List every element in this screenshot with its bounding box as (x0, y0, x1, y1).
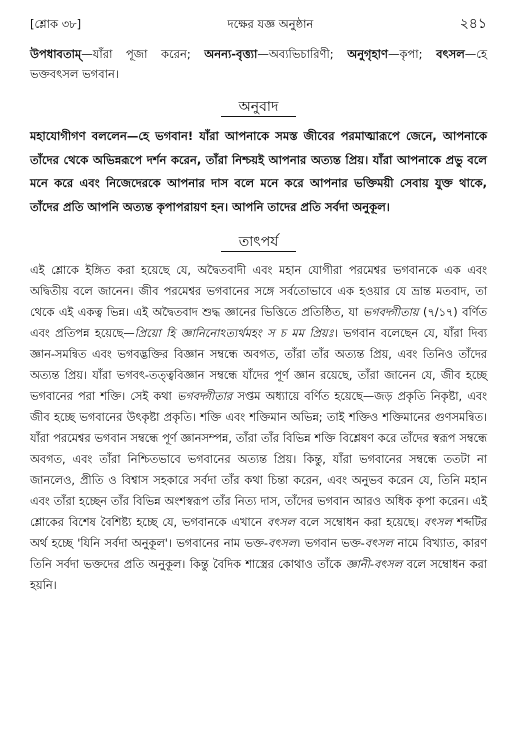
synonym-term: উপধাবতাম্ (30, 47, 82, 61)
synonym-meaning: —যাঁরা পূজা করেন; (81, 47, 205, 61)
purport-segment: সপ্তম অধ্যায়ে বর্ণিত হয়েছে—জড় প্রকৃতি নিকৃষ্টা, এবং জীব হচ্ছে ভগবানের উৎকৃষ্টা প্রকৃতি। শক্তি এবং শক্তিমান অভিন্ন; তাই শক্তিও শক্তিমানের গুণসমন্বিত। যাঁরা পরমেশ্বর ভগবান সম্বন্ধে পূর্ণ জ্ঞানসম্পন্ন, তাঁরা তাঁর বিভিন্ন শক্তি বিশ্লেষণ করে তাঁদের স্বরূপ সম্বন্ধে অবগত, এবং তাঁরা নিশ্চিতভাবে ভগবানের অত্যন্ত প্রিয়। কিন্তু, যাঁরা ভগবানের সম্বন্ধে ততটা না জানলেও, প্রীতি ও বিশ্বাস সহকারে সর্বদা তাঁর কথা চিন্তা করেন, এবং অনুভব করেন যে, তিনি মহান এবং তাঁরা হচ্ছেন তাঁর বিভিন্ন অংশস্বরূপ তাঁর নিত্য দাস, তাঁদের ভগবান আরও অধিক কৃপা করেন। এই শ্লোকের বিশেষ বৈশিষ্ট্য হচ্ছে যে, ভগবানকে এখানে (30, 390, 487, 529)
page-body (30, 44, 487, 596)
page-number: ২৪১ (459, 16, 487, 32)
synonym-meaning: —অব্যভিচারিণী; (257, 47, 348, 61)
translation-heading (30, 98, 487, 117)
synonym-term: অনন্য-বৃত্ত্যা (204, 47, 258, 61)
synonym-term: বৎসল (436, 47, 465, 61)
purport-italic: জ্ঞানী-বৎসল (345, 558, 403, 571)
page-header (30, 12, 487, 36)
synonym-meaning: —কৃপা; (387, 47, 437, 61)
translation-text: মহাযোগীগণ বললেন—হে ভগবান! যাঁরা আপনাকে সমস্ত জীবের পরমাত্মারূপে জেনে, আপনাকে তাঁদের থেকে অভিন্নরূপে দর্শন করেন, তাঁরা নিশ্চয়ই আপনার অত্যন্ত প্রিয়। যাঁরা আপনাকে প্রভু বলে মনে করে এবং নিজেদেরকে আপনার দাস বলে মনে করে আপনার ভক্তিময়ী সেবায় যুক্ত থাকে, তাঁদের প্রতি আপনি অত্যন্ত কৃপাপরায়ণ হন। আপনি তাদের প্রতি সর্বদা অনুকূল। (30, 129, 487, 214)
gita-quote: প্রিয়ো হি জ্ঞানিনোঽত্যর্থমহং স চ মম প্রিয়ঃ (134, 327, 334, 340)
purport-segment: শব্দটির অর্থ হচ্ছে 'যিনি সর্বদা অনুকূল'। ভগবানের নাম ভক্ত- (30, 516, 488, 550)
purport-segment: (৭/১৭) বর্ণিত এবং প্রতিপন্ন হয়েছে— (30, 306, 487, 340)
purport-segment: এই শ্লোকে ইঙ্গিত করা হয়েছে যে, অদ্বৈতবাদী এবং মহান যোগীরা পরমেশ্বর ভগবানকে এক এবং অদ্বিতীয় বলে জানেন। জীব পরমেশ্বর ভগবানের সঙ্গে সর্বতোভাবে এক হওয়ার যে ভ্রান্ত মতবাদ, তা থেকে এই একত্ব ভিন্ন। এই অদ্বৈতবাদ শুদ্ধ জ্ঞানের ভিত্তিতে প্রতিষ্ঠিত, যা (30, 264, 487, 319)
purport-italic: ভগবদ্গীতায় (362, 306, 419, 319)
purport-segment: । ভগবান ভক্ত- (296, 537, 365, 550)
verse-reference: [শ্লোক ৩৮] (30, 17, 82, 31)
purport-italic: বৎসল (267, 537, 297, 550)
chapter-title: দক্ষের যজ্ঞ অনুষ্ঠান (227, 17, 314, 31)
synonym-meaning: —হে ভক্তবৎসল ভগবান। (30, 47, 487, 81)
purport-italic: বৎসল (266, 516, 296, 529)
purport-heading-text: তাৎপর্য (221, 233, 297, 252)
purport-italic: ভগবদ্গীতার (176, 390, 233, 403)
purport-italic: বৎসল (364, 537, 393, 550)
purport-italic: বৎসল (423, 516, 452, 529)
purport-heading (30, 233, 487, 252)
purport-text (30, 260, 487, 596)
purport-segment: বলে সম্বোধন করা হয়েছে। (295, 516, 424, 529)
synonyms-block (30, 44, 487, 84)
purport-segment: বলে সম্বোধন করা হয়নি। (30, 558, 487, 592)
purport-segment: নামে বিখ্যাত, কারণ তিনি সর্বদা ভক্তদের প্রতি অনুকূল। কিন্তু বৈদিক শাস্ত্রের কোথাও তাঁকে (30, 537, 487, 571)
translation-heading-text: অনুবাদ (221, 98, 297, 117)
purport-segment: । ভগবান বলেছেন যে, যাঁরা দিব্য জ্ঞান-সমন্বিত এবং ভগবদ্ভক্তির বিজ্ঞান সম্বন্ধে অবগত, তাঁরা তাঁর অত্যন্ত প্রিয়, এবং তিনিও তাঁদের অত্যন্ত প্রিয়। যাঁরা ভগবৎ-তত্ত্ববিজ্ঞান সম্বন্ধে যাঁদের পূর্ণ জ্ঞান রয়েছে, তাঁরা জানেন যে, জীব হচ্ছে ভগবানের পরা শক্তি। সেই কথা (30, 327, 487, 403)
synonym-term: অনুগৃহাণ (347, 47, 388, 61)
